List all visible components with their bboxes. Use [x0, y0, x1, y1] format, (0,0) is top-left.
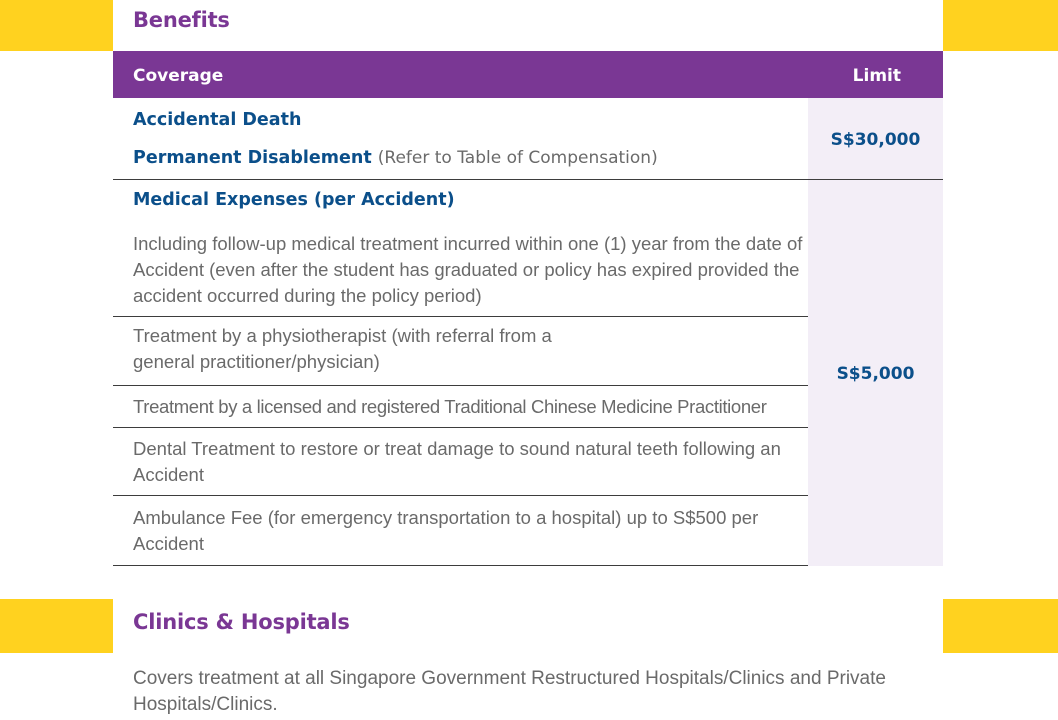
limit-value-row1: S$30,000 — [830, 130, 921, 150]
accidental-death-label: Accidental Death — [133, 110, 302, 130]
item-divider — [113, 316, 808, 317]
item-divider — [113, 385, 808, 386]
benefits-title: Benefits — [133, 8, 230, 32]
yellow-accent-bottom-left — [0, 599, 113, 653]
yellow-accent-top-right — [943, 0, 1058, 51]
medical-expenses-title: Medical Expenses (per Accident) — [133, 190, 455, 210]
yellow-accent-top-left — [0, 0, 113, 51]
item-divider — [113, 495, 808, 496]
medical-item-dental: Dental Treatment to restore or treat damage to sound natural teeth following an Accident — [133, 438, 781, 485]
compensation-table-note: (Refer to Table of Compensation) — [377, 148, 658, 168]
medical-item-physiotherapist: Treatment by a physiotherapist (with referral from a general practitioner/physician) — [133, 325, 552, 372]
yellow-accent-bottom-right — [943, 599, 1058, 653]
clinics-hospitals-title: Clinics & Hospitals — [133, 610, 350, 634]
item-divider — [113, 427, 808, 428]
limit-column-header: Limit — [852, 66, 901, 86]
medical-item-ambulance: Ambulance Fee (for emergency transportation to a hospital) up to S$500 per Accident — [133, 507, 759, 554]
limit-value-medical: S$5,000 — [836, 364, 915, 384]
table-bottom-line — [113, 565, 808, 566]
permanent-disablement-row — [133, 148, 658, 168]
coverage-column-header: Coverage — [133, 66, 224, 86]
medical-item-tcm: Treatment by a licensed and registered Traditional Chinese Medicine Practitioner — [133, 396, 767, 417]
medical-item-followup: Including follow-up medical treatment incurred within one (1) year from the date of Accident (even after the student has graduated or policy has expired provided the accident occurred during the policy period) — [133, 233, 803, 306]
permanent-disablement-label: Permanent Disablement — [133, 148, 372, 168]
table-header — [113, 51, 943, 98]
row-divider — [113, 179, 943, 180]
clinics-hospitals-body: Covers treatment at all Singapore Government Restructured Hospitals/Clinics and Private Hospitals/Clinics. — [133, 668, 886, 715]
